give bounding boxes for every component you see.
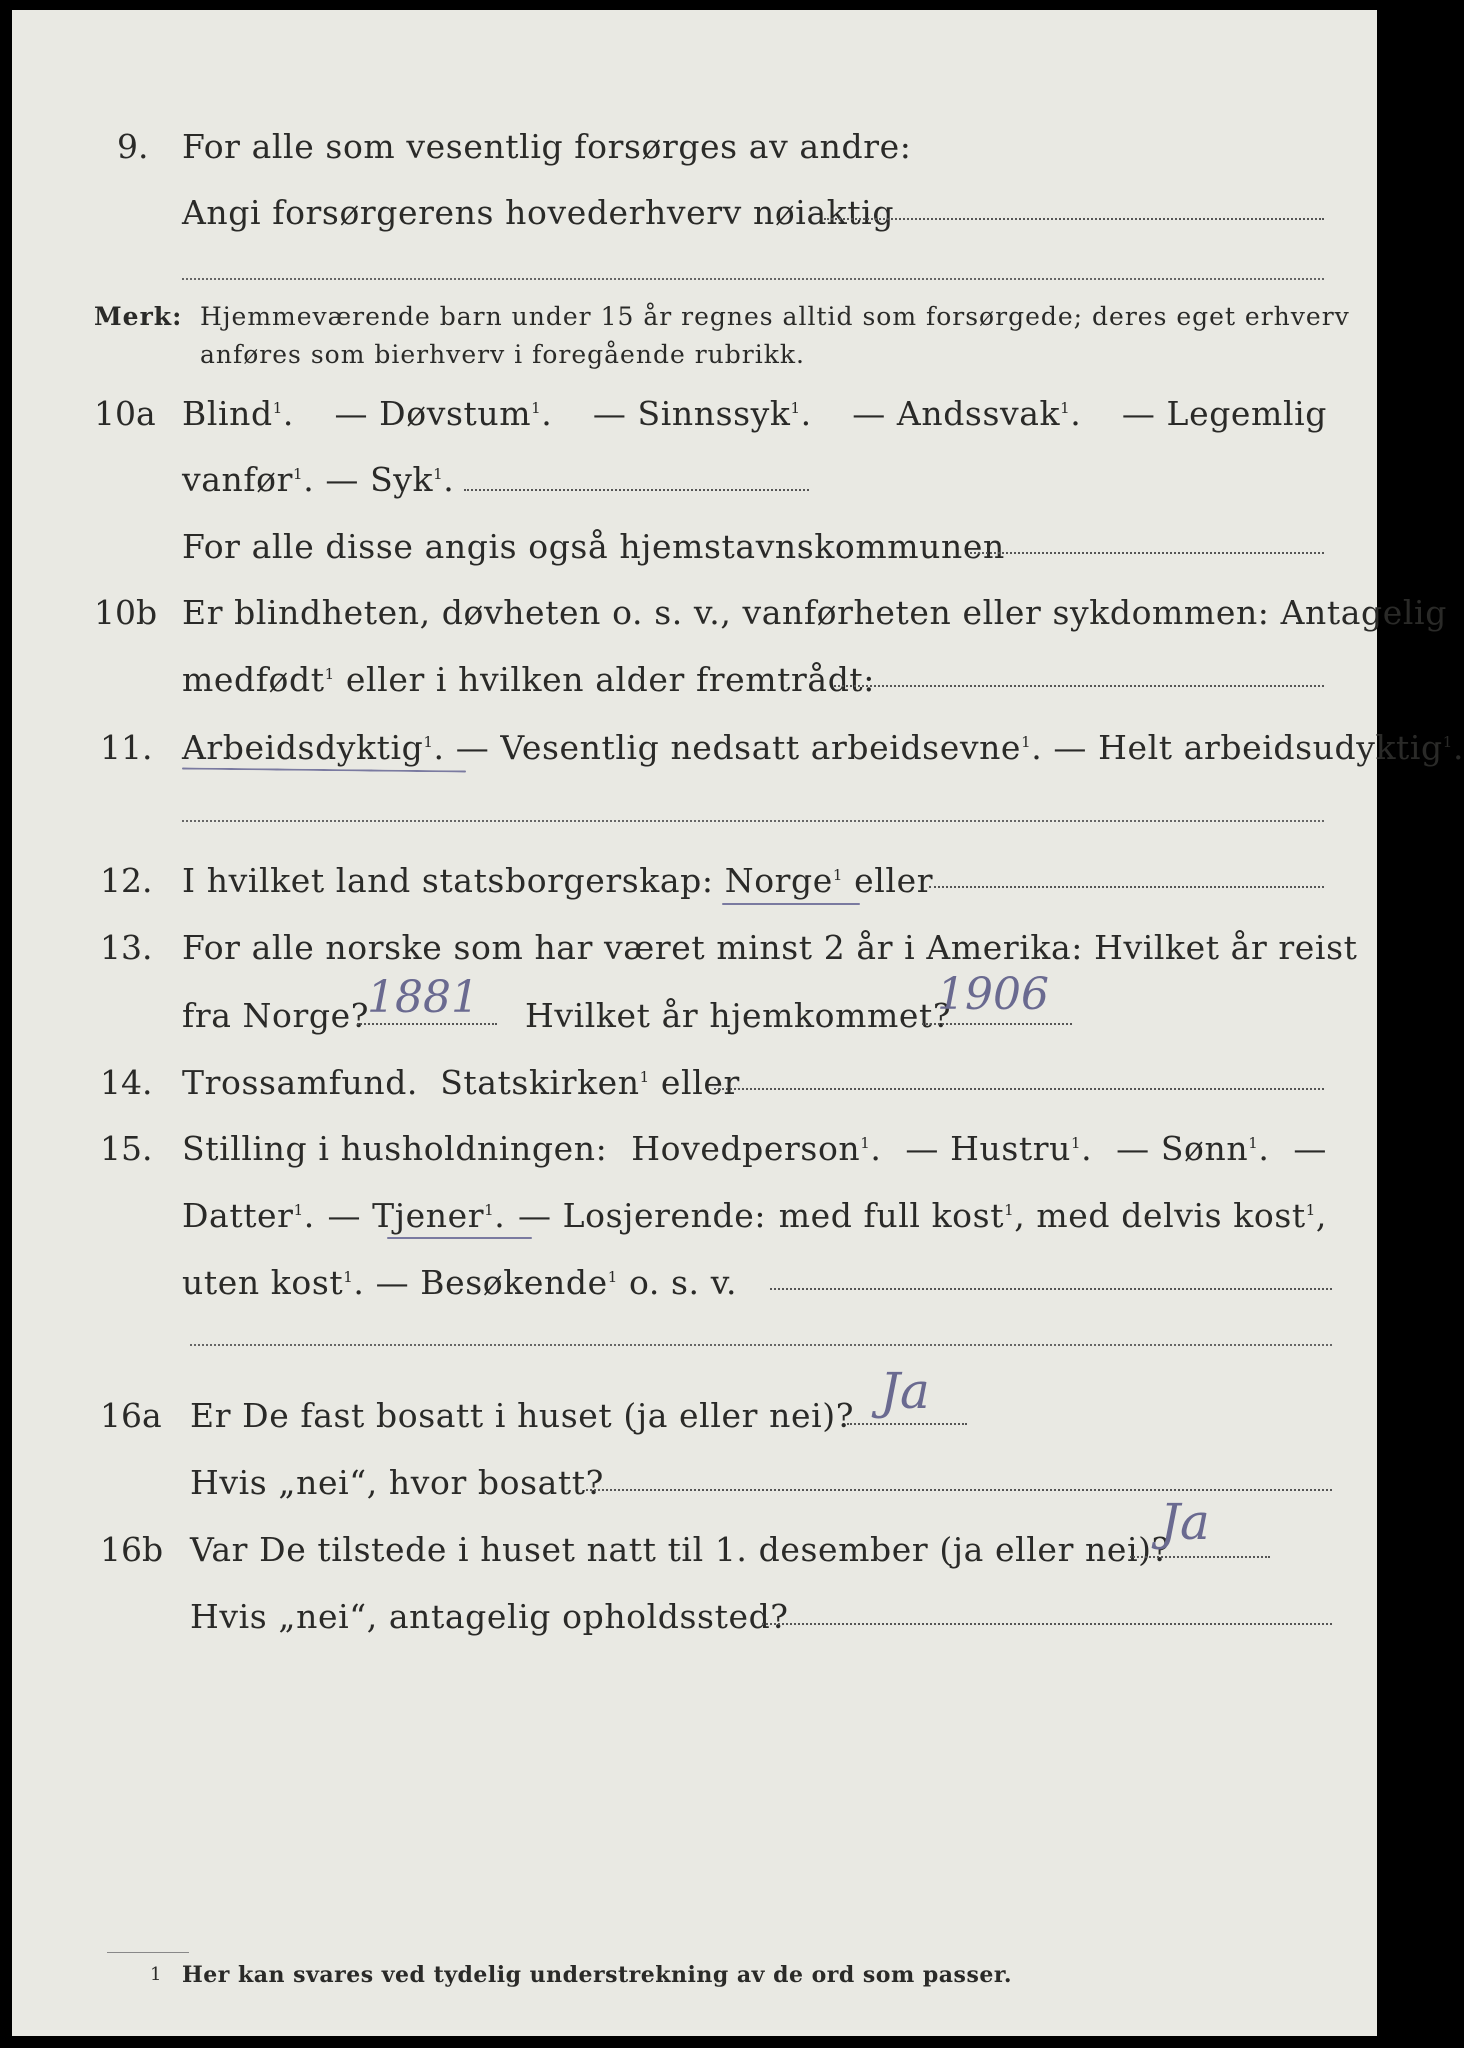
note-line-1: Hjemmeværende barn under 15 år regnes alltid som forsørgede; deres eget erhverv — [200, 302, 1350, 331]
question-16a-line-2: Hvis „nei“, hvor bosatt? — [190, 1463, 604, 1502]
option-hovedperson[interactable]: Hovedperson — [631, 1129, 861, 1168]
question-16b-line-2: Hvis „nei“, antagelig opholdssted? — [190, 1597, 789, 1636]
question-16a-number: 16a — [100, 1396, 162, 1435]
note-line-2: anføres som bierhverv i foregående rubrikk. — [200, 340, 805, 369]
question-11-number: 11. — [100, 728, 153, 767]
answer-line-10b[interactable] — [834, 685, 1324, 687]
question-13-line-1: For alle norske som har været minst 2 år i Amerika: Hvilket år reist — [182, 928, 1358, 967]
option-andssvak[interactable]: — Andssvak — [852, 394, 1061, 433]
question-10a-number: 10a — [94, 394, 156, 433]
option-hustru[interactable]: — Hustru — [905, 1129, 1071, 1168]
option-helt-arbeidsudyktig[interactable]: — Helt arbeidsudyktig — [1053, 728, 1443, 767]
answer-line-hjemstavn[interactable] — [970, 552, 1324, 554]
note-label: Merk: — [94, 302, 183, 331]
option-dovstum[interactable]: — Døvstum — [334, 394, 532, 433]
answer-line-16a[interactable] — [847, 1423, 967, 1425]
option-delvis-kost[interactable]: , med delvis kost — [1014, 1196, 1306, 1235]
question-15-line-1: Stilling i husholdningen: Hovedperson$^1$. — Hustru$^1$. — Sønn$^1$. — — [182, 1129, 1327, 1168]
question-12-line: I hvilket land statsborgerskap: Norge$^1$ eller — [182, 861, 934, 900]
question-10b-number: 10b — [94, 593, 158, 632]
footnote-rule — [107, 1952, 189, 1953]
option-besokende[interactable]: — Besøkende — [375, 1263, 608, 1302]
option-statskirken[interactable]: Statskirken — [440, 1063, 640, 1102]
handwritten-year-hjem: 1906 — [937, 969, 1049, 1020]
answer-line-15[interactable] — [770, 1288, 1332, 1290]
question-10a-line-1: Blind$^1$. — Døvstum$^1$. — Sinnssyk$^1$. — Andssvak$^1$. — Legemlig — [182, 394, 1327, 433]
question-9-text: For alle som vesentlig forsørges av andre: — [182, 127, 912, 166]
answer-line-syk[interactable] — [464, 489, 809, 491]
answer-line-16b[interactable] — [1130, 1556, 1270, 1558]
handwritten-answer-16a: Ja — [880, 1362, 930, 1420]
option-tjener[interactable]: Tjener — [372, 1196, 485, 1235]
option-uten-kost[interactable]: uten kost — [182, 1263, 344, 1302]
option-datter[interactable]: Datter — [182, 1196, 294, 1235]
answer-line-11[interactable] — [182, 820, 1324, 822]
option-blind[interactable]: Blind — [182, 394, 273, 433]
option-legemlig[interactable]: — Legemlig — [1121, 394, 1327, 433]
answer-line-9[interactable] — [824, 218, 1324, 220]
answer-line-12[interactable] — [929, 886, 1324, 888]
question-9-number: 9. — [117, 127, 149, 166]
question-10a-line-3: For alle disse angis også hjemstavnskommunen — [182, 527, 1005, 566]
question-12-number: 12. — [100, 861, 153, 900]
handwritten-answer-16b: Ja — [1160, 1493, 1210, 1551]
option-syk[interactable]: — Syk — [325, 460, 434, 499]
question-15-line-2: Datter$^1$. — Tjener$^1$. — Losjerende: med full kost$^1$, med delvis kost$^1$, — [182, 1196, 1327, 1235]
question-11-line: Arbeidsdyktig$^1$. — Vesentlig nedsatt arbeidsevne$^1$. — Helt arbeidsudyktig$^1$. — [182, 728, 1464, 767]
option-vanfor[interactable]: vanfør — [182, 460, 294, 499]
question-15-number: 15. — [100, 1129, 153, 1168]
handwritten-year-reist: 1881 — [367, 972, 479, 1023]
footnote-text: Her kan svares ved tydelig understrekning av de ord som passer. — [182, 1962, 1013, 1988]
question-10a-line-2: vanfør$^1$. — Syk$^1$. — [182, 460, 455, 499]
handwritten-underline-arbeidsdyktig — [182, 768, 466, 773]
answer-line-reist[interactable] — [357, 1023, 497, 1025]
question-15-line-3: uten kost$^1$. — Besøkende$^1$ o. s. v. — [182, 1263, 738, 1302]
option-norge[interactable]: Norge — [724, 861, 833, 900]
option-sinnssyk[interactable]: — Sinnssyk — [592, 394, 791, 433]
answer-line-hjem[interactable] — [922, 1023, 1072, 1025]
question-14-number: 14. — [100, 1063, 153, 1102]
question-10b-line-1: Er blindheten, døvheten o. s. v., vanførheten eller sykdommen: Antagelig — [182, 593, 1447, 632]
footnote-mark: 1 — [150, 1964, 162, 1985]
answer-line-16b-sted[interactable] — [762, 1623, 1332, 1625]
question-16b-line-1: Var De tilstede i huset natt til 1. desember (ja eller nei)? — [190, 1530, 1170, 1569]
question-14-line: Trossamfund. Statskirken$^1$ eller — [182, 1063, 740, 1102]
answer-line-15b[interactable] — [190, 1344, 1332, 1346]
question-16b-number: 16b — [100, 1530, 164, 1569]
handwritten-underline-tjener — [387, 1237, 532, 1239]
answer-line-9b[interactable] — [182, 278, 1324, 280]
option-medfodt[interactable]: medfødt — [182, 660, 325, 699]
question-10b-line-2: medfødt$^1$ eller i hvilken alder fremtrådt: — [182, 660, 875, 699]
answer-line-16a-bosatt[interactable] — [586, 1489, 1332, 1491]
question-16a-line-1: Er De fast bosatt i huset (ja eller nei)? — [190, 1396, 854, 1435]
question-13-fra-norge: fra Norge? — [182, 996, 370, 1035]
option-full-kost[interactable]: med full kost — [778, 1196, 1005, 1235]
question-13-hjemkommet: Hvilket år hjemkommet? — [525, 996, 952, 1035]
handwritten-underline-norge — [722, 903, 860, 905]
option-vesentlig-nedsatt[interactable]: — Vesentlig nedsatt arbeidsevne — [455, 728, 1022, 767]
question-13-number: 13. — [100, 928, 153, 967]
answer-line-14[interactable] — [714, 1088, 1324, 1090]
option-arbeidsdyktig[interactable]: Arbeidsdyktig — [182, 728, 424, 767]
census-form-page — [12, 10, 1464, 2036]
question-9-subtext: Angi forsørgerens hovederhverv nøiaktig — [182, 193, 895, 232]
option-sonn[interactable]: — Sønn — [1116, 1129, 1249, 1168]
